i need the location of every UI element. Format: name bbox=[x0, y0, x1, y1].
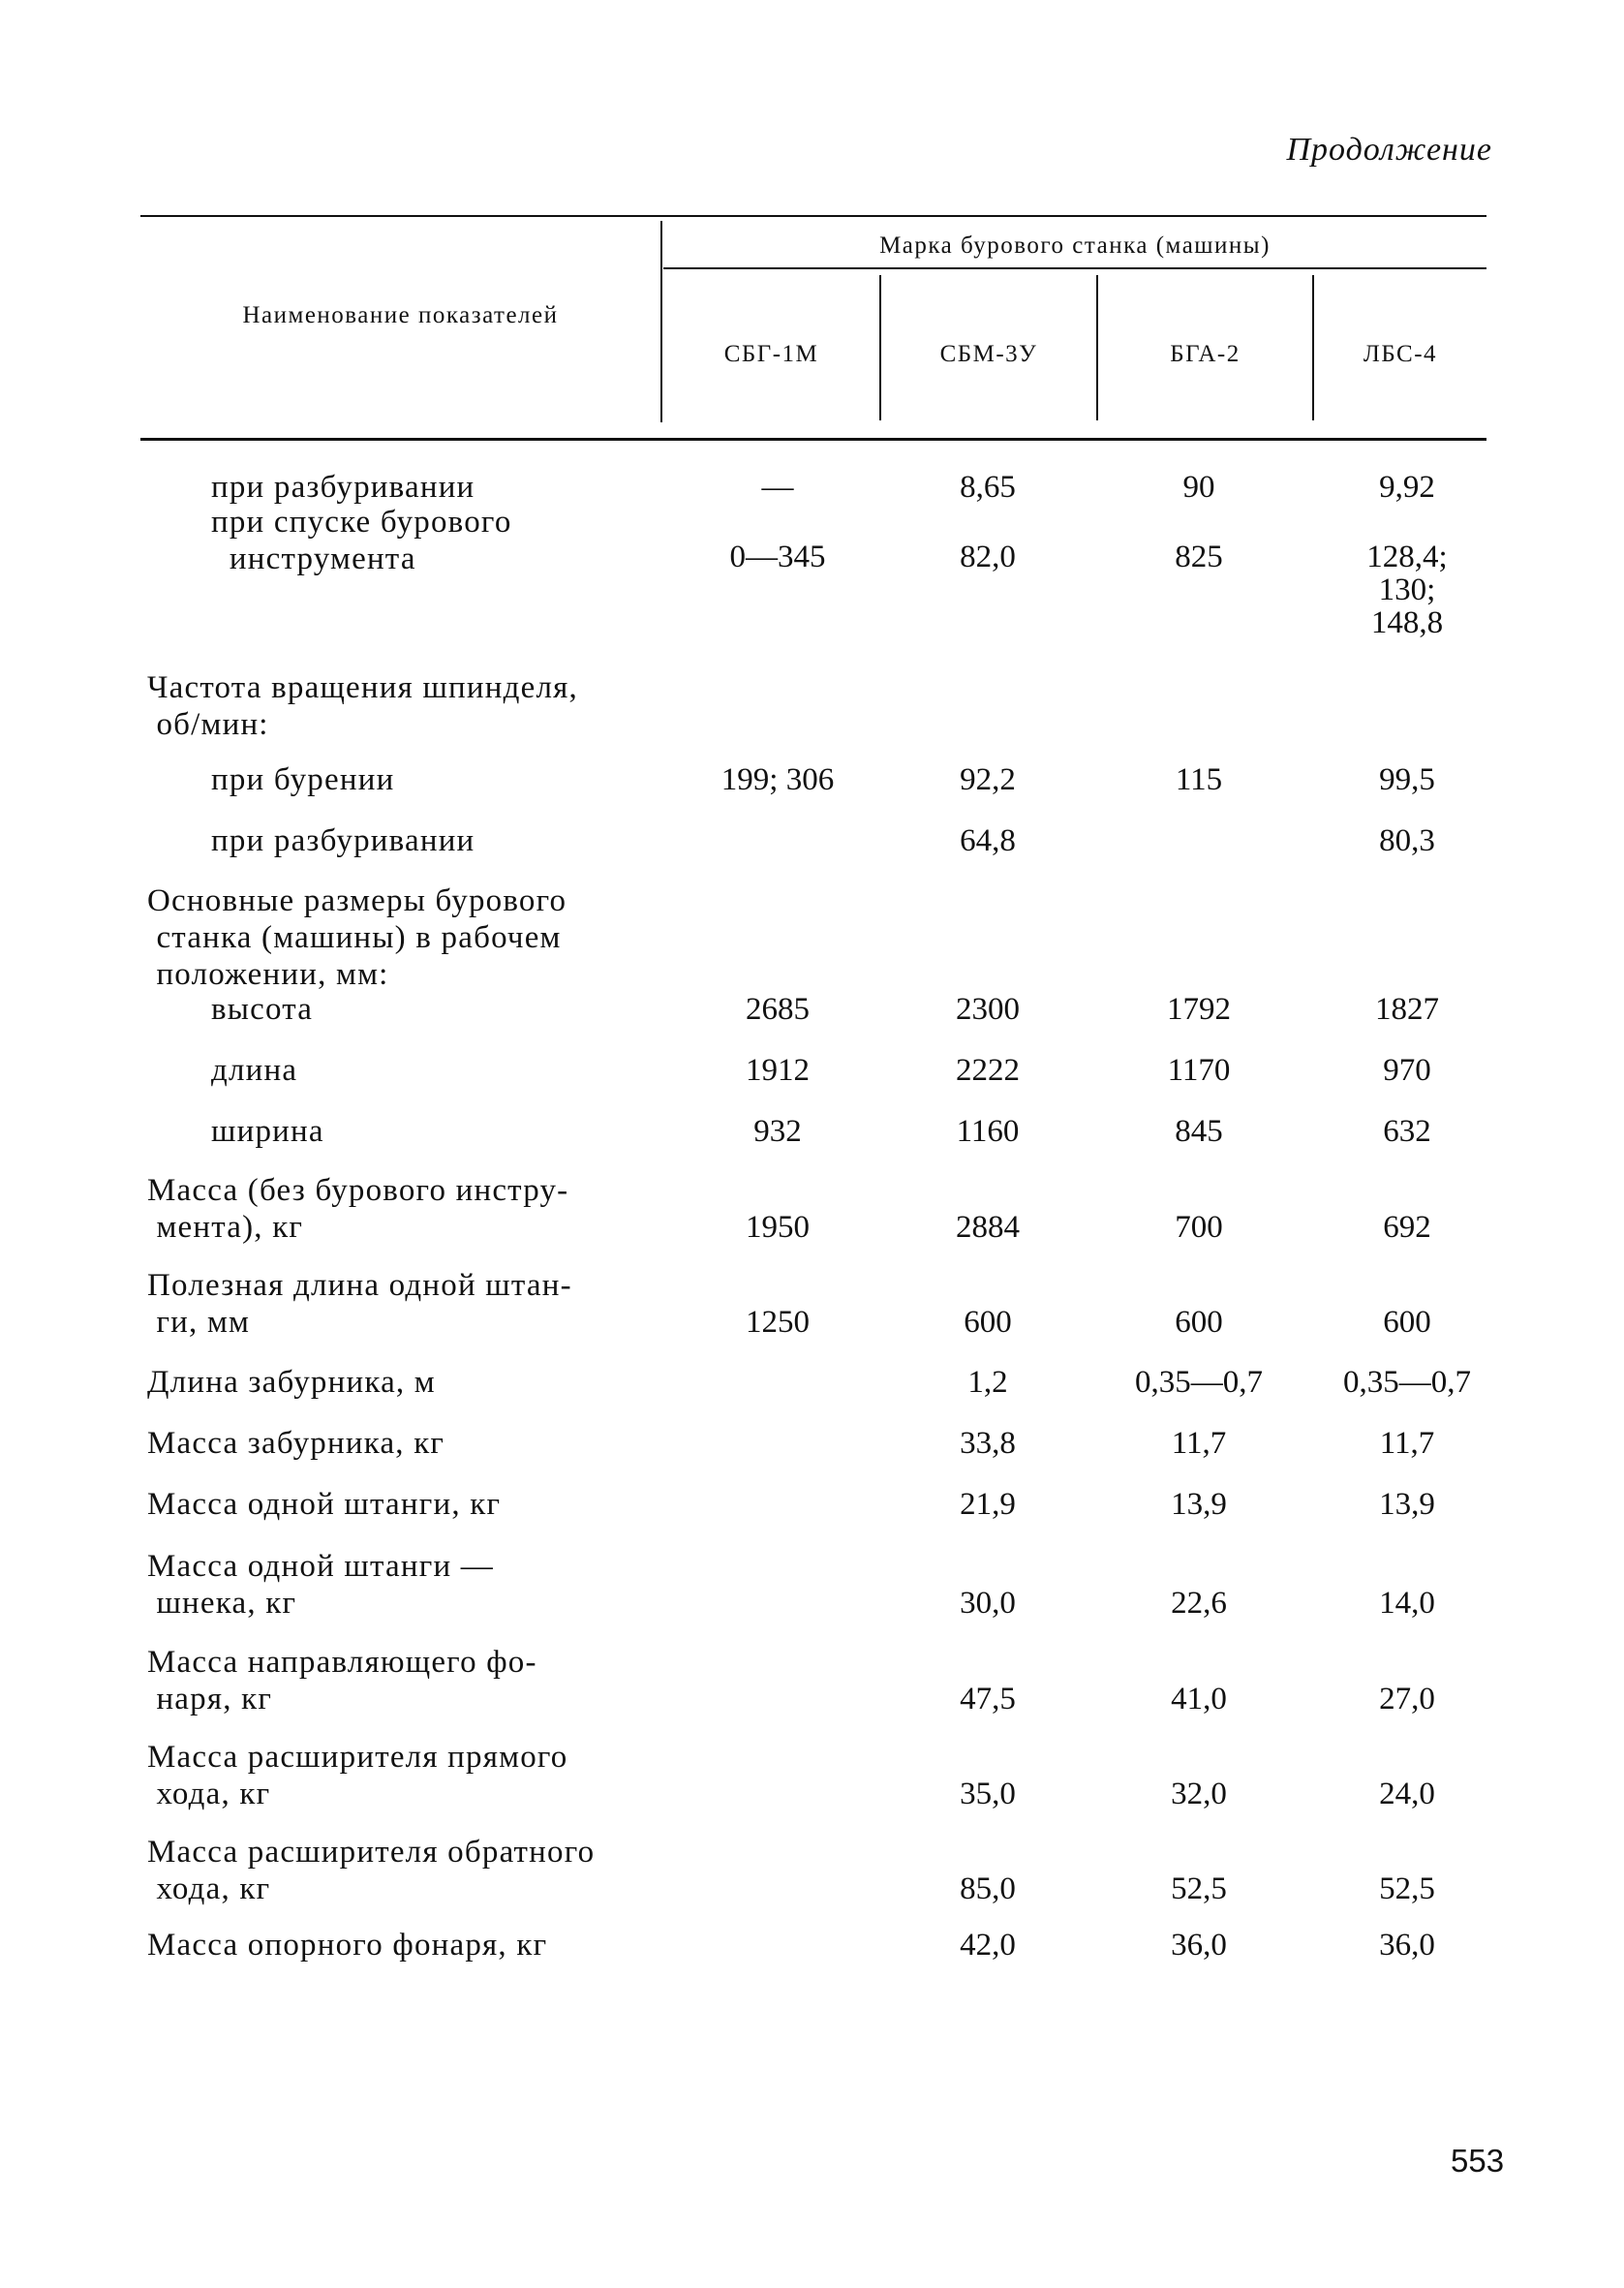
row-value: 600 bbox=[964, 1305, 1012, 1340]
row-value: 115 bbox=[1175, 762, 1223, 797]
row-value: 9,92 bbox=[1379, 470, 1435, 505]
row-label-line: хода, кг bbox=[147, 1871, 271, 1906]
row-label-line: об/мин: bbox=[147, 707, 269, 742]
row-label-line: ширина bbox=[211, 1114, 324, 1149]
group-underline bbox=[663, 267, 1486, 269]
row-value: 1160 bbox=[956, 1114, 1020, 1149]
row-value: 2884 bbox=[956, 1210, 1020, 1245]
row-label bbox=[147, 1364, 689, 1401]
row-value: 80,3 bbox=[1379, 823, 1435, 858]
row-value: 11,7 bbox=[1171, 1426, 1227, 1461]
row-value: 22,6 bbox=[1171, 1586, 1227, 1621]
row-value: 148,8 bbox=[1370, 605, 1444, 640]
row-value: 970 bbox=[1383, 1053, 1431, 1088]
row-value: 2300 bbox=[956, 992, 1020, 1027]
row-value: 932 bbox=[753, 1114, 802, 1149]
row-label-line: длина bbox=[211, 1053, 298, 1088]
row-label-line: Масса опорного фонаря, кг bbox=[147, 1928, 548, 1963]
row-value: 82,0 bbox=[960, 540, 1016, 574]
row-label-line: ги, мм bbox=[147, 1305, 251, 1340]
row-value: 1250 bbox=[746, 1305, 810, 1340]
row-value: 0—345 bbox=[729, 540, 826, 574]
row-label-line: Масса (без бурового инстру- bbox=[147, 1173, 569, 1208]
row-value: 21,9 bbox=[960, 1487, 1016, 1522]
row-value: 24,0 bbox=[1379, 1777, 1435, 1811]
row-value: 1792 bbox=[1167, 992, 1231, 1027]
column-header: СБМ-3У bbox=[939, 341, 1038, 367]
row-label-line: Масса расширителя обратного bbox=[147, 1835, 596, 1870]
row-value: 845 bbox=[1175, 1114, 1223, 1149]
row-value: 128,4; bbox=[1366, 540, 1448, 574]
row-label-line: мента), кг bbox=[147, 1210, 304, 1245]
row-value: 13,9 bbox=[1379, 1487, 1435, 1522]
row-value: 8,65 bbox=[960, 470, 1016, 505]
column-header: ЛБС-4 bbox=[1363, 341, 1438, 367]
row-label-line: при разбуривании bbox=[211, 823, 475, 858]
row-value: 64,8 bbox=[960, 823, 1016, 858]
row-label-line: Основные размеры бурового bbox=[147, 883, 567, 918]
row-label bbox=[147, 1644, 689, 1717]
row-label-line: Частота вращения шпинделя, bbox=[147, 670, 578, 705]
row-value: 632 bbox=[1383, 1114, 1431, 1149]
row-value: 600 bbox=[1175, 1305, 1223, 1340]
row-label bbox=[147, 1739, 689, 1812]
row-label-line: Масса одной штанги, кг bbox=[147, 1487, 502, 1522]
row-label-line: Масса одной штанги — bbox=[147, 1549, 494, 1584]
row-value: 1912 bbox=[746, 1053, 810, 1088]
row-value: 92,2 bbox=[960, 762, 1016, 797]
row-value: 14,0 bbox=[1379, 1586, 1435, 1621]
row-value: 2222 bbox=[956, 1053, 1020, 1088]
row-label-line: Полезная длина одной штан- bbox=[147, 1268, 572, 1303]
row-value: 700 bbox=[1175, 1210, 1223, 1245]
row-value: 32,0 bbox=[1171, 1777, 1227, 1811]
row-value: 0,35—0,7 bbox=[1135, 1365, 1263, 1400]
row-value: 13,9 bbox=[1171, 1487, 1227, 1522]
row-value: 33,8 bbox=[960, 1426, 1016, 1461]
row-value: 0,35—0,7 bbox=[1343, 1365, 1471, 1400]
row-label-line: инструмента bbox=[211, 541, 416, 576]
row-label bbox=[147, 1486, 689, 1523]
continuation-label: Продолжение bbox=[1286, 132, 1492, 168]
row-label-line: наря, кг bbox=[147, 1682, 273, 1716]
row-value: 52,5 bbox=[1171, 1871, 1227, 1906]
group-header: Марка бурового станка (машины) bbox=[879, 232, 1271, 259]
row-value: 11,7 bbox=[1379, 1426, 1435, 1461]
row-value: 30,0 bbox=[960, 1586, 1016, 1621]
row-value: 35,0 bbox=[960, 1777, 1016, 1811]
row-value: 27,0 bbox=[1379, 1682, 1435, 1716]
name-column-header: Наименование показателей bbox=[242, 302, 559, 328]
row-value: 42,0 bbox=[960, 1928, 1016, 1963]
row-label bbox=[147, 1267, 689, 1341]
row-label-line: при разбуривании bbox=[211, 470, 475, 505]
row-label-line: Масса расширителя прямого bbox=[147, 1740, 568, 1775]
column-header: СБГ-1М bbox=[723, 341, 819, 367]
row-label-line: Масса направляющего фо- bbox=[147, 1645, 537, 1680]
row-value: 600 bbox=[1383, 1305, 1431, 1340]
row-label-line: высота bbox=[211, 992, 314, 1027]
row-label-line: положении, мм: bbox=[147, 957, 389, 992]
column-header: БГА-2 bbox=[1170, 341, 1241, 367]
header-divider bbox=[660, 221, 662, 422]
row-label bbox=[147, 882, 689, 993]
row-label-line: Масса забурника, кг bbox=[147, 1426, 445, 1461]
row-value: 99,5 bbox=[1379, 762, 1435, 797]
row-value: 36,0 bbox=[1171, 1928, 1227, 1963]
row-label bbox=[147, 1425, 689, 1462]
row-label-line: Длина забурника, м bbox=[147, 1365, 436, 1400]
row-value: 90 bbox=[1182, 470, 1215, 505]
row-value: 36,0 bbox=[1379, 1928, 1435, 1963]
row-label bbox=[147, 1548, 689, 1622]
row-label bbox=[147, 669, 689, 743]
table-header bbox=[140, 215, 1486, 441]
row-value: 1170 bbox=[1167, 1053, 1231, 1088]
row-label-line: при спуске бурового bbox=[211, 505, 512, 540]
row-value: 1950 bbox=[746, 1210, 810, 1245]
row-label bbox=[147, 1834, 689, 1907]
row-value: 47,5 bbox=[960, 1682, 1016, 1716]
row-label bbox=[147, 1927, 689, 1963]
row-value: 692 bbox=[1383, 1210, 1431, 1245]
row-label bbox=[211, 822, 753, 859]
row-value: 1,2 bbox=[967, 1365, 1008, 1400]
row-value: 130; bbox=[1378, 572, 1436, 607]
row-value: 52,5 bbox=[1379, 1871, 1435, 1906]
row-label-line: хода, кг bbox=[147, 1777, 271, 1811]
row-value: 41,0 bbox=[1171, 1682, 1227, 1716]
row-value: 825 bbox=[1175, 540, 1223, 574]
row-value: — bbox=[761, 470, 794, 505]
row-label bbox=[147, 1172, 689, 1246]
row-label-line: станка (машины) в рабочем bbox=[147, 920, 562, 955]
row-value: 199; 306 bbox=[720, 762, 835, 797]
row-value: 85,0 bbox=[960, 1871, 1016, 1906]
page-number: 553 bbox=[1451, 2143, 1505, 2179]
row-label-line: шнека, кг bbox=[147, 1586, 297, 1621]
row-label-line: при бурении bbox=[211, 762, 395, 797]
row-value: 1827 bbox=[1375, 992, 1439, 1027]
row-value: 2685 bbox=[746, 992, 810, 1027]
